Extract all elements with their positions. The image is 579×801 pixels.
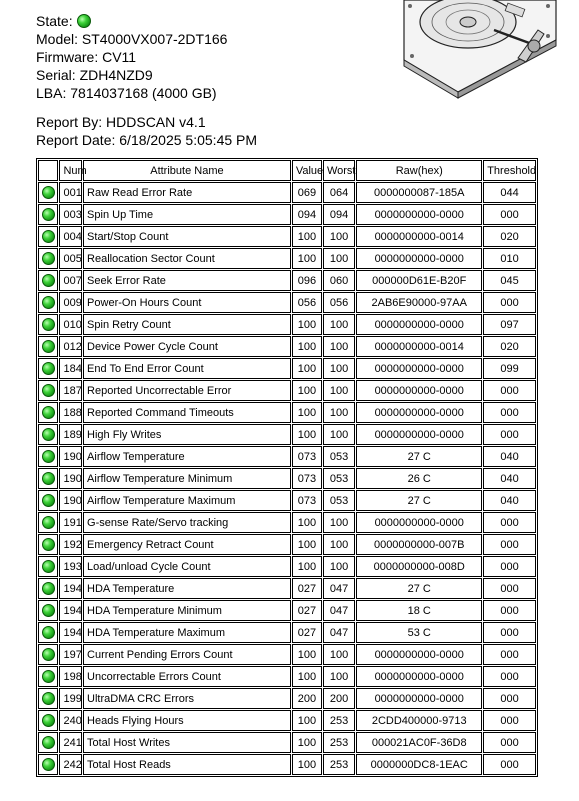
status-ok-icon — [42, 670, 55, 683]
attribute-num: 003 — [59, 204, 82, 225]
table-row — [38, 314, 536, 335]
attribute-threshold: 000 — [483, 754, 536, 775]
attribute-raw: 0000000000-008D — [356, 556, 482, 577]
attribute-num: 193 — [59, 556, 82, 577]
attribute-threshold: 000 — [483, 556, 536, 577]
attribute-name: Device Power Cycle Count — [83, 336, 291, 357]
attribute-name: Heads Flying Hours — [83, 710, 291, 731]
attribute-name: Current Pending Errors Count — [83, 644, 291, 665]
status-cell — [38, 182, 58, 203]
status-ok-icon — [77, 14, 91, 28]
status-ok-icon — [42, 538, 55, 551]
attribute-num: 190 — [59, 490, 82, 511]
attribute-threshold: 000 — [483, 402, 536, 423]
attribute-raw: 000021AC0F-36D8 — [356, 732, 482, 753]
attribute-num: 007 — [59, 270, 82, 291]
attribute-name: Raw Read Error Rate — [83, 182, 291, 203]
status-cell — [38, 380, 58, 401]
attribute-threshold: 000 — [483, 578, 536, 599]
attribute-threshold: 000 — [483, 534, 536, 555]
report-by-text: Report By: HDDSCAN v4.1 — [36, 114, 206, 130]
attribute-value: 100 — [292, 556, 322, 577]
attribute-num: 192 — [59, 534, 82, 555]
table-row — [38, 666, 536, 687]
table-row — [38, 732, 536, 753]
attribute-raw: 26 C — [356, 468, 482, 489]
status-ok-icon — [42, 758, 55, 771]
attribute-worst: 060 — [323, 270, 355, 291]
status-ok-icon — [42, 472, 55, 485]
status-ok-icon — [42, 736, 55, 749]
status-ok-icon — [42, 252, 55, 265]
report-date-text: Report Date: 6/18/2025 5:05:45 PM — [36, 132, 258, 148]
status-ok-icon — [42, 186, 55, 199]
attribute-num: 198 — [59, 666, 82, 687]
attribute-value: 100 — [292, 336, 322, 357]
status-ok-icon — [42, 494, 55, 507]
attribute-threshold: 000 — [483, 644, 536, 665]
attribute-worst: 253 — [323, 754, 355, 775]
status-ok-icon — [42, 714, 55, 727]
name-column-header: Attribute Name — [83, 160, 291, 181]
table-row — [38, 292, 536, 313]
status-cell — [38, 666, 58, 687]
status-ok-icon — [42, 274, 55, 287]
attribute-value: 100 — [292, 754, 322, 775]
status-ok-icon — [42, 362, 55, 375]
status-cell — [38, 226, 58, 247]
attribute-name: G-sense Rate/Servo tracking — [83, 512, 291, 533]
attribute-threshold: 045 — [483, 270, 536, 291]
attribute-worst: 100 — [323, 248, 355, 269]
attribute-value: 100 — [292, 534, 322, 555]
num-column-header: Num — [59, 160, 82, 181]
attribute-value: 100 — [292, 226, 322, 247]
attribute-num: 199 — [59, 688, 82, 709]
table-row — [38, 358, 536, 379]
attribute-worst: 100 — [323, 666, 355, 687]
table-row — [38, 490, 536, 511]
attribute-name: Uncorrectable Errors Count — [83, 666, 291, 687]
status-cell — [38, 578, 58, 599]
threshold-column-header: Threshold — [483, 160, 536, 181]
table-row — [38, 644, 536, 665]
attribute-raw: 0000000000-0000 — [356, 248, 482, 269]
attribute-name: HDA Temperature Minimum — [83, 600, 291, 621]
status-cell — [38, 358, 58, 379]
attribute-name: End To End Error Count — [83, 358, 291, 379]
attribute-raw: 27 C — [356, 446, 482, 467]
attribute-value: 100 — [292, 314, 322, 335]
attribute-value: 027 — [292, 578, 322, 599]
attribute-num: 001 — [59, 182, 82, 203]
attribute-worst: 100 — [323, 424, 355, 445]
status-cell — [38, 336, 58, 357]
status-ok-icon — [42, 428, 55, 441]
attribute-threshold: 000 — [483, 622, 536, 643]
attribute-num: 242 — [59, 754, 82, 775]
attribute-value: 100 — [292, 644, 322, 665]
status-cell — [38, 534, 58, 555]
status-cell — [38, 710, 58, 731]
table-row — [38, 336, 536, 357]
table-row — [38, 754, 536, 775]
status-cell — [38, 248, 58, 269]
status-cell — [38, 490, 58, 511]
attribute-raw: 000000D61E-B20F — [356, 270, 482, 291]
attribute-num: 009 — [59, 292, 82, 313]
attribute-value: 094 — [292, 204, 322, 225]
table-row — [38, 424, 536, 445]
attribute-raw: 0000000087-185A — [356, 182, 482, 203]
attribute-name: Start/Stop Count — [83, 226, 291, 247]
status-cell — [38, 402, 58, 423]
attribute-value: 027 — [292, 600, 322, 621]
attribute-worst: 253 — [323, 732, 355, 753]
attribute-num: 190 — [59, 468, 82, 489]
attribute-name: Reported Uncorrectable Error — [83, 380, 291, 401]
status-cell — [38, 622, 58, 643]
attribute-threshold: 000 — [483, 380, 536, 401]
attribute-num: 197 — [59, 644, 82, 665]
status-cell — [38, 556, 58, 577]
table-row — [38, 600, 536, 621]
attribute-num: 194 — [59, 622, 82, 643]
status-cell — [38, 754, 58, 775]
attribute-raw: 0000000000-0014 — [356, 336, 482, 357]
attribute-num: 184 — [59, 358, 82, 379]
attribute-threshold: 000 — [483, 204, 536, 225]
attribute-raw: 0000000000-0000 — [356, 402, 482, 423]
attribute-name: Reallocation Sector Count — [83, 248, 291, 269]
attribute-worst: 053 — [323, 468, 355, 489]
attribute-num: 004 — [59, 226, 82, 247]
attribute-worst: 100 — [323, 512, 355, 533]
attribute-raw: 0000000000-007B — [356, 534, 482, 555]
attribute-value: 100 — [292, 732, 322, 753]
attribute-name: Airflow Temperature Minimum — [83, 468, 291, 489]
status-cell — [38, 204, 58, 225]
attribute-worst: 200 — [323, 688, 355, 709]
attribute-num: 194 — [59, 600, 82, 621]
attribute-raw: 0000000000-0000 — [356, 358, 482, 379]
attribute-value: 100 — [292, 358, 322, 379]
attribute-threshold: 040 — [483, 468, 536, 489]
attribute-worst: 100 — [323, 644, 355, 665]
attribute-worst: 053 — [323, 446, 355, 467]
attribute-value: 100 — [292, 666, 322, 687]
table-row — [38, 688, 536, 709]
status-ok-icon — [42, 296, 55, 309]
attribute-value: 073 — [292, 490, 322, 511]
status-cell — [38, 688, 58, 709]
attribute-raw: 18 C — [356, 600, 482, 621]
table-row — [38, 402, 536, 423]
attribute-name: Emergency Retract Count — [83, 534, 291, 555]
hard-drive-icon — [398, 0, 558, 100]
attribute-worst: 100 — [323, 556, 355, 577]
attribute-num: 241 — [59, 732, 82, 753]
attribute-threshold: 000 — [483, 688, 536, 709]
attribute-threshold: 000 — [483, 732, 536, 753]
attribute-threshold: 000 — [483, 600, 536, 621]
value-column-header: Value — [292, 160, 322, 181]
table-row — [38, 380, 536, 401]
table-row — [38, 622, 536, 643]
status-ok-icon — [42, 692, 55, 705]
status-ok-icon — [42, 450, 55, 463]
attribute-threshold: 010 — [483, 248, 536, 269]
attribute-value: 073 — [292, 468, 322, 489]
status-cell — [38, 292, 58, 313]
attribute-threshold: 000 — [483, 666, 536, 687]
attribute-raw: 0000000000-0000 — [356, 666, 482, 687]
lba-text: LBA: 7814037168 (4000 GB) — [36, 85, 217, 101]
attribute-threshold: 020 — [483, 336, 536, 357]
attribute-threshold: 097 — [483, 314, 536, 335]
status-ok-icon — [42, 384, 55, 397]
attribute-num: 191 — [59, 512, 82, 533]
attribute-threshold: 000 — [483, 512, 536, 533]
attribute-value: 100 — [292, 512, 322, 533]
attribute-value: 069 — [292, 182, 322, 203]
status-column-header — [38, 160, 58, 181]
attribute-worst: 100 — [323, 336, 355, 357]
table-row — [38, 468, 536, 489]
status-ok-icon — [42, 516, 55, 529]
state-line — [36, 12, 257, 30]
raw-column-header: Raw(hex) — [356, 160, 482, 181]
attribute-threshold: 099 — [483, 358, 536, 379]
attribute-worst: 047 — [323, 600, 355, 621]
worst-column-header: Worst — [323, 160, 355, 181]
table-row — [38, 534, 536, 555]
attribute-value: 100 — [292, 424, 322, 445]
status-cell — [38, 314, 58, 335]
state-label: State: — [36, 13, 73, 29]
attribute-num: 194 — [59, 578, 82, 599]
attribute-name: HDA Temperature — [83, 578, 291, 599]
attribute-threshold: 044 — [483, 182, 536, 203]
attribute-num: 189 — [59, 424, 82, 445]
attribute-worst: 047 — [323, 578, 355, 599]
attribute-num: 187 — [59, 380, 82, 401]
attribute-threshold: 020 — [483, 226, 536, 247]
attribute-threshold: 000 — [483, 424, 536, 445]
attribute-worst: 047 — [323, 622, 355, 643]
table-row — [38, 248, 536, 269]
attribute-raw: 0000000000-0000 — [356, 380, 482, 401]
attribute-value: 100 — [292, 380, 322, 401]
table-row — [38, 446, 536, 467]
attribute-worst: 100 — [323, 358, 355, 379]
attribute-raw: 0000000000-0000 — [356, 644, 482, 665]
status-cell — [38, 600, 58, 621]
status-cell — [38, 732, 58, 753]
attribute-raw: 0000000000-0000 — [356, 688, 482, 709]
attribute-value: 200 — [292, 688, 322, 709]
attribute-worst: 100 — [323, 380, 355, 401]
attribute-name: Reported Command Timeouts — [83, 402, 291, 423]
attribute-raw: 53 C — [356, 622, 482, 643]
status-ok-icon — [42, 406, 55, 419]
attribute-worst: 056 — [323, 292, 355, 313]
status-ok-icon — [42, 560, 55, 573]
table-row — [38, 556, 536, 577]
attribute-threshold: 040 — [483, 446, 536, 467]
attribute-num: 012 — [59, 336, 82, 357]
attribute-num: 005 — [59, 248, 82, 269]
status-ok-icon — [42, 208, 55, 221]
attribute-value: 056 — [292, 292, 322, 313]
table-row — [38, 226, 536, 247]
table-row — [38, 270, 536, 291]
attribute-worst: 100 — [323, 402, 355, 423]
attribute-name: Total Host Reads — [83, 754, 291, 775]
table-row — [38, 512, 536, 533]
attribute-worst: 100 — [323, 226, 355, 247]
attribute-name: Seek Error Rate — [83, 270, 291, 291]
attribute-name: Airflow Temperature Maximum — [83, 490, 291, 511]
model-text: Model: ST4000VX007-2DT166 — [36, 31, 228, 47]
status-ok-icon — [42, 318, 55, 331]
status-ok-icon — [42, 340, 55, 353]
attribute-num: 190 — [59, 446, 82, 467]
status-cell — [38, 468, 58, 489]
status-cell — [38, 644, 58, 665]
status-ok-icon — [42, 582, 55, 595]
attribute-raw: 27 C — [356, 490, 482, 511]
attribute-threshold: 000 — [483, 710, 536, 731]
status-cell — [38, 270, 58, 291]
attribute-value: 100 — [292, 248, 322, 269]
attribute-raw: 0000000DC8-1EAC — [356, 754, 482, 775]
attribute-name: UltraDMA CRC Errors — [83, 688, 291, 709]
table-row — [38, 710, 536, 731]
attribute-name: Load/unload Cycle Count — [83, 556, 291, 577]
attribute-raw: 2CDD400000-9713 — [356, 710, 482, 731]
attribute-name: HDA Temperature Maximum — [83, 622, 291, 643]
table-row — [38, 578, 536, 599]
smart-attributes-table — [36, 158, 538, 777]
status-ok-icon — [42, 230, 55, 243]
attribute-worst: 053 — [323, 490, 355, 511]
attribute-worst: 253 — [323, 710, 355, 731]
attribute-name: Power-On Hours Count — [83, 292, 291, 313]
attribute-name: Airflow Temperature — [83, 446, 291, 467]
attribute-threshold: 000 — [483, 292, 536, 313]
attribute-num: 010 — [59, 314, 82, 335]
attribute-name: Total Host Writes — [83, 732, 291, 753]
status-ok-icon — [42, 604, 55, 617]
report-header — [36, 12, 257, 149]
attribute-num: 188 — [59, 402, 82, 423]
attribute-value: 100 — [292, 402, 322, 423]
table-row — [38, 204, 536, 225]
attribute-worst: 100 — [323, 314, 355, 335]
attribute-raw: 0000000000-0000 — [356, 512, 482, 533]
attribute-threshold: 040 — [483, 490, 536, 511]
attribute-worst: 094 — [323, 204, 355, 225]
attribute-worst: 100 — [323, 534, 355, 555]
attribute-value: 073 — [292, 446, 322, 467]
attribute-worst: 064 — [323, 182, 355, 203]
firmware-text: Firmware: CV11 — [36, 49, 137, 65]
status-ok-icon — [42, 626, 55, 639]
attribute-num: 240 — [59, 710, 82, 731]
status-ok-icon — [42, 648, 55, 661]
attribute-raw: 2AB6E90000-97AA — [356, 292, 482, 313]
attribute-raw: 27 C — [356, 578, 482, 599]
attribute-raw: 0000000000-0000 — [356, 204, 482, 225]
status-cell — [38, 512, 58, 533]
attribute-name: Spin Retry Count — [83, 314, 291, 335]
attribute-value: 027 — [292, 622, 322, 643]
attribute-name: High Fly Writes — [83, 424, 291, 445]
serial-text: Serial: ZDH4NZD9 — [36, 67, 153, 83]
table-header-row — [38, 160, 536, 181]
attribute-raw: 0000000000-0000 — [356, 424, 482, 445]
attribute-name: Spin Up Time — [83, 204, 291, 225]
attribute-value: 096 — [292, 270, 322, 291]
status-cell — [38, 424, 58, 445]
attribute-raw: 0000000000-0014 — [356, 226, 482, 247]
table-row — [38, 182, 536, 203]
attribute-raw: 0000000000-0000 — [356, 314, 482, 335]
status-cell — [38, 446, 58, 467]
attribute-value: 100 — [292, 710, 322, 731]
